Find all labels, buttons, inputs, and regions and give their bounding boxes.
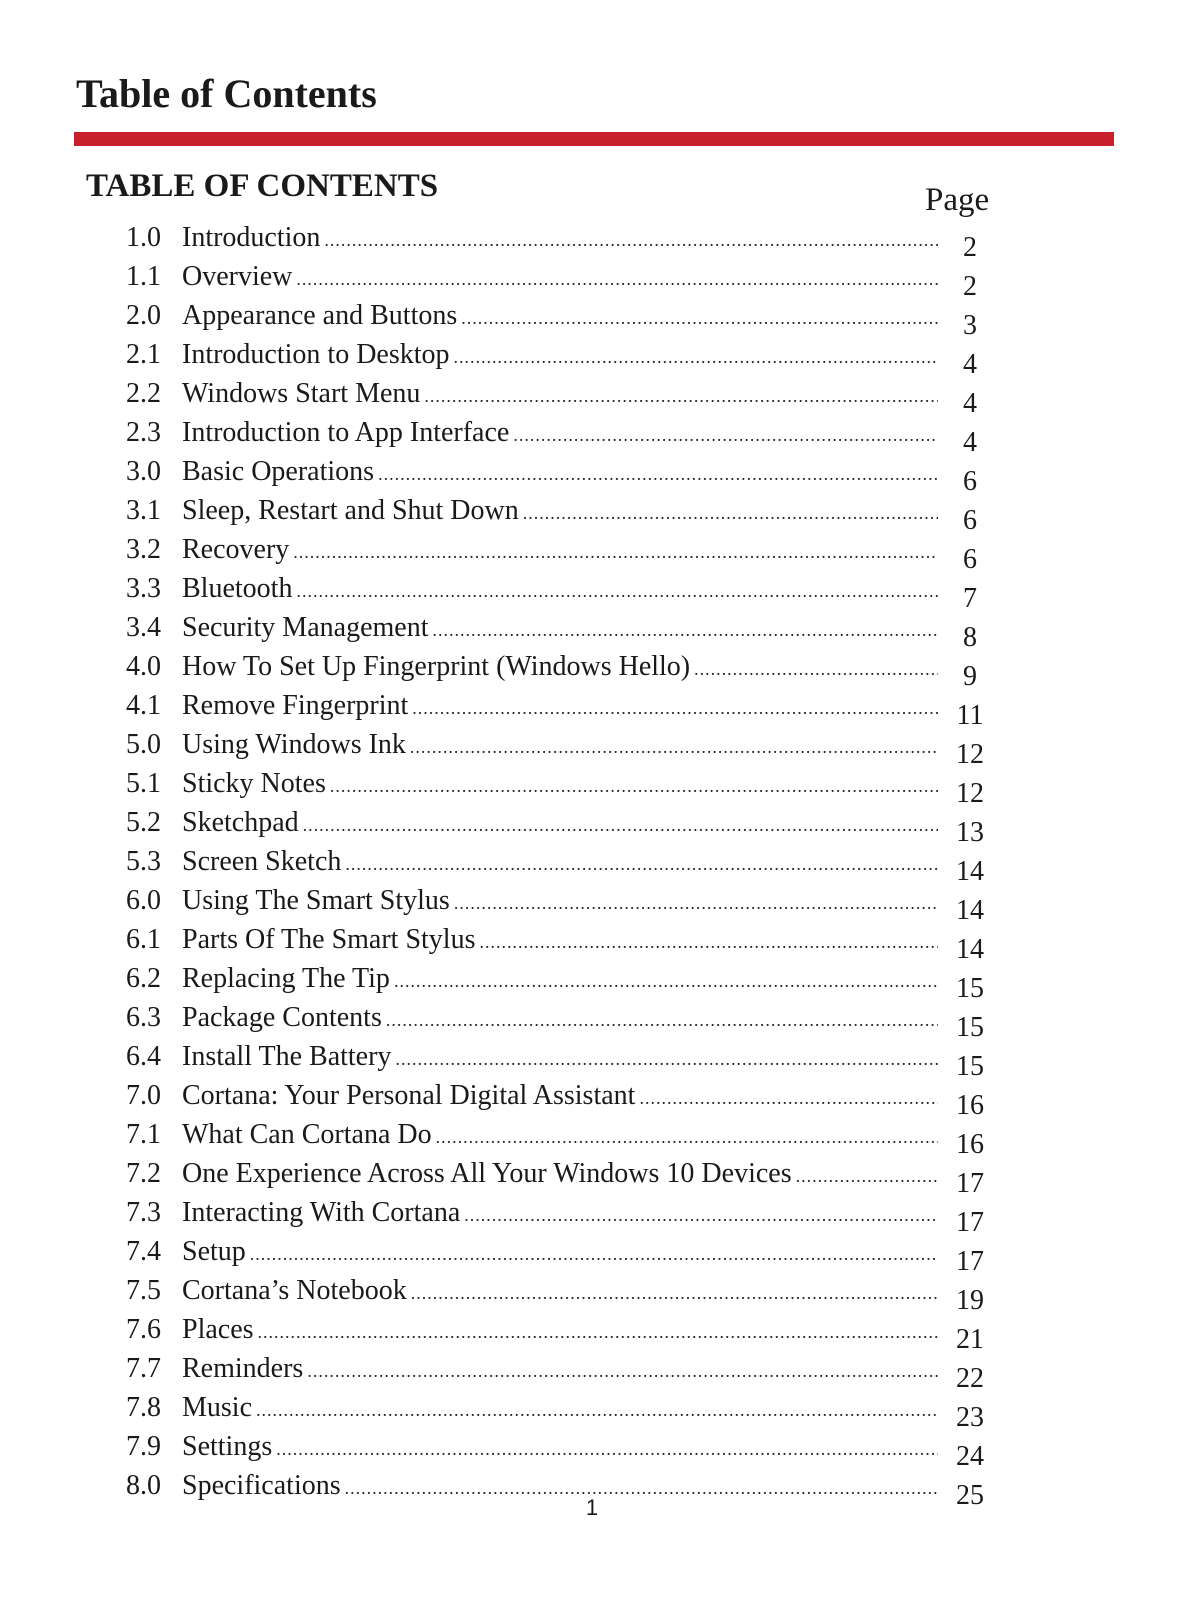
toc-entry-heading — [126, 1310, 938, 1349]
toc-entry-number: 2.2 — [126, 378, 161, 409]
toc-entry[interactable] — [126, 1388, 992, 1433]
toc-entry-label: Screen Sketch — [182, 846, 342, 877]
toc-entry-number: 6.0 — [126, 885, 161, 916]
toc-entry-number: 7.1 — [126, 1119, 161, 1150]
toc-list — [126, 218, 992, 1511]
toc-dot-leader — [256, 1391, 938, 1427]
toc-entry-number: 3.0 — [126, 456, 161, 487]
toc-entry-page: 15 — [956, 1012, 984, 1043]
toc-dot-leader — [523, 494, 938, 530]
toc-entry-number: 1.1 — [126, 261, 161, 292]
header-divider — [74, 132, 1114, 146]
toc-entry-page: 2 — [963, 232, 977, 263]
toc-entry-heading — [126, 413, 938, 452]
toc-entry-label: Specifications — [182, 1470, 341, 1501]
toc-entry-number: 1.0 — [126, 222, 161, 253]
toc-entry-number: 4.1 — [126, 690, 161, 721]
toc-entry-number: 7.4 — [126, 1236, 161, 1267]
page-title: Table of Contents — [76, 71, 377, 116]
toc-entry-page: 11 — [956, 700, 984, 731]
toc-dot-leader — [411, 1274, 938, 1310]
toc-dot-leader — [303, 806, 938, 842]
toc-entry-page: 15 — [956, 1051, 984, 1082]
toc-dot-leader — [324, 221, 938, 257]
toc-entry[interactable] — [126, 998, 992, 1043]
toc-entry[interactable] — [126, 491, 992, 536]
toc-dot-leader — [293, 533, 938, 569]
toc-entry[interactable] — [126, 1115, 992, 1160]
toc-entry-heading — [126, 1349, 938, 1388]
toc-entry[interactable] — [126, 842, 992, 887]
toc-dot-leader — [386, 1001, 938, 1037]
toc-entry-page: 8 — [963, 622, 977, 653]
toc-entry-number: 3.2 — [126, 534, 161, 565]
toc-entry-number: 5.2 — [126, 807, 161, 838]
toc-entry-number: 4.0 — [126, 651, 161, 682]
toc-entry-page: 2 — [963, 271, 977, 302]
toc-entry[interactable] — [126, 413, 992, 458]
toc-entry-label: Install The Battery — [182, 1041, 392, 1072]
toc-entry-label: Setup — [182, 1236, 246, 1267]
toc-entry-page: 21 — [956, 1324, 984, 1355]
toc-entry[interactable] — [126, 647, 992, 692]
toc-entry-heading — [126, 296, 938, 335]
toc-dot-leader — [250, 1235, 938, 1271]
toc-entry-page: 9 — [963, 661, 977, 692]
toc-entry-label: Package Contents — [182, 1002, 382, 1033]
toc-entry-heading — [126, 1037, 938, 1076]
toc-entry-page: 6 — [963, 466, 977, 497]
toc-entry-label: Music — [182, 1392, 252, 1423]
toc-entry-heading — [126, 374, 938, 413]
toc-entry[interactable] — [126, 1193, 992, 1238]
toc-entry-number: 7.7 — [126, 1353, 161, 1384]
toc-entry-page: 13 — [956, 817, 984, 848]
toc-entry-number: 5.0 — [126, 729, 161, 760]
toc-entry-label: Using The Smart Stylus — [182, 885, 450, 916]
toc-entry-label: Bluetooth — [182, 573, 293, 604]
toc-entry-page: 4 — [963, 427, 977, 458]
toc-entry[interactable] — [126, 569, 992, 614]
toc-entry-label: One Experience Across All Your Windows 10 Devices — [182, 1158, 792, 1189]
toc-entry-label: Introduction to Desktop — [182, 339, 450, 370]
toc-entry[interactable] — [126, 374, 992, 419]
toc-entry[interactable] — [126, 881, 992, 926]
toc-entry-heading — [126, 647, 938, 686]
toc-entry-number: 8.0 — [126, 1470, 161, 1501]
toc-entry-page: 6 — [963, 505, 977, 536]
toc-entry[interactable] — [126, 764, 992, 809]
toc-entry-label: Replacing The Tip — [182, 963, 390, 994]
toc-entry-page: 6 — [963, 544, 977, 575]
toc-entry-page: 17 — [956, 1246, 984, 1277]
toc-entry[interactable] — [126, 452, 992, 497]
toc-entry-page: 7 — [963, 583, 977, 614]
toc-dot-leader — [436, 1118, 938, 1154]
toc-entry-heading — [126, 725, 938, 764]
toc-entry[interactable] — [126, 1154, 992, 1199]
toc-entry-heading — [126, 1193, 938, 1232]
toc-entry-page: 14 — [956, 856, 984, 887]
toc-entry-heading — [126, 1154, 938, 1193]
toc-entry-number: 2.3 — [126, 417, 161, 448]
toc-entry-heading — [126, 608, 938, 647]
toc-entry-label: Introduction to App Interface — [182, 417, 510, 448]
toc-dot-leader — [796, 1157, 938, 1193]
toc-entry-heading — [126, 1076, 938, 1115]
toc-entry-label: What Can Cortana Do — [182, 1119, 432, 1150]
toc-entry-label: Sleep, Restart and Shut Down — [182, 495, 519, 526]
toc-dot-leader — [296, 260, 938, 296]
toc-dot-leader — [395, 1040, 938, 1076]
toc-dot-leader — [454, 884, 938, 920]
toc-entry-page: 23 — [956, 1402, 984, 1433]
toc-entry-page: 12 — [956, 778, 984, 809]
toc-entry-number: 6.1 — [126, 924, 161, 955]
toc-entry-number: 3.4 — [126, 612, 161, 643]
toc-entry-heading — [126, 1115, 938, 1154]
toc-entry-page: 12 — [956, 739, 984, 770]
toc-entry-page: 17 — [956, 1168, 984, 1199]
toc-entry-page: 25 — [956, 1480, 984, 1511]
toc-entry[interactable] — [126, 1310, 992, 1355]
toc-entry-heading — [126, 491, 938, 530]
toc-entry-label: Sketchpad — [182, 807, 299, 838]
toc-entry[interactable] — [126, 1232, 992, 1277]
toc-entry-page: 19 — [956, 1285, 984, 1316]
toc-entry-heading — [126, 335, 938, 374]
toc-entry-page: 14 — [956, 934, 984, 965]
toc-entry-page: 4 — [963, 349, 977, 380]
toc-entry-label: Recovery — [182, 534, 290, 565]
toc-entry-label: Interacting With Cortana — [182, 1197, 461, 1228]
toc-entry[interactable] — [126, 959, 992, 1004]
toc-entry-heading — [126, 1427, 938, 1466]
toc-entry-page: 14 — [956, 895, 984, 926]
toc-dot-leader — [330, 767, 938, 803]
toc-entry[interactable] — [126, 218, 992, 263]
toc-entry[interactable] — [126, 920, 992, 965]
toc-entry-number: 5.3 — [126, 846, 161, 877]
toc-entry[interactable] — [126, 686, 992, 731]
toc-entry-label: Basic Operations — [182, 456, 375, 487]
toc-dot-leader — [410, 728, 938, 764]
toc-entry-heading — [126, 764, 938, 803]
toc-entry-label: Appearance and Buttons — [182, 300, 458, 331]
toc-entry-number: 3.1 — [126, 495, 161, 526]
toc-entry-page: 16 — [956, 1129, 984, 1160]
toc-entry-number: 3.3 — [126, 573, 161, 604]
toc-entry[interactable] — [126, 1037, 992, 1082]
toc-entry[interactable] — [126, 1349, 992, 1394]
toc-entry[interactable] — [126, 725, 992, 770]
page-column-label: Page — [925, 182, 990, 218]
toc-entry-heading — [126, 530, 938, 569]
toc-entry-number: 7.9 — [126, 1431, 161, 1462]
toc-entry[interactable] — [126, 608, 992, 653]
toc-entry-heading — [126, 920, 938, 959]
toc-entry-heading — [126, 686, 938, 725]
toc-entry-heading — [126, 1271, 938, 1310]
toc-entry-heading — [126, 959, 938, 998]
toc-dot-leader — [513, 416, 938, 452]
toc-entry-number: 2.0 — [126, 300, 161, 331]
toc-dot-leader — [479, 923, 938, 959]
toc-entry-label: Sticky Notes — [182, 768, 326, 799]
toc-entry-label: Introduction — [182, 222, 321, 253]
toc-entry[interactable] — [126, 530, 992, 575]
toc-dot-leader — [461, 299, 938, 335]
toc-dot-leader — [424, 377, 938, 413]
toc-dot-leader — [464, 1196, 938, 1232]
toc-entry-page: 3 — [963, 310, 977, 341]
toc-entry-page: 15 — [956, 973, 984, 1004]
toc-entry-label: Reminders — [182, 1353, 304, 1384]
toc-entry[interactable] — [126, 335, 992, 380]
toc-entry-heading — [126, 257, 938, 296]
toc-entry-page: 16 — [956, 1090, 984, 1121]
toc-dot-leader — [378, 455, 938, 491]
toc-entry-heading — [126, 803, 938, 842]
toc-entry-number: 7.2 — [126, 1158, 161, 1189]
toc-entry[interactable] — [126, 1271, 992, 1316]
toc-dot-leader — [694, 650, 938, 686]
toc-entry-page: 22 — [956, 1363, 984, 1394]
toc-entry-label: Using Windows Ink — [182, 729, 406, 760]
toc-entry-heading — [126, 881, 938, 920]
toc-dot-leader — [345, 845, 938, 881]
toc-entry[interactable] — [126, 1427, 992, 1472]
toc-entry-label: How To Set Up Fingerprint (Windows Hello) — [182, 651, 691, 682]
toc-entry-number: 7.5 — [126, 1275, 161, 1306]
toc-entry-heading — [126, 1388, 938, 1427]
toc-entry-heading — [126, 569, 938, 608]
toc-entry-page: 24 — [956, 1441, 984, 1472]
toc-entry-label: Places — [182, 1314, 254, 1345]
toc-dot-leader — [412, 689, 938, 725]
toc-entry-label: Windows Start Menu — [182, 378, 421, 409]
toc-entry-label: Cortana: Your Personal Digital Assistant — [182, 1080, 636, 1111]
toc-entry-heading — [126, 1232, 938, 1271]
toc-entry-page: 17 — [956, 1207, 984, 1238]
toc-entry[interactable] — [126, 296, 992, 341]
toc-entry-number: 7.3 — [126, 1197, 161, 1228]
toc-entry-number: 7.8 — [126, 1392, 161, 1423]
toc-entry-label: Remove Fingerprint — [182, 690, 409, 721]
toc-dot-leader — [432, 611, 938, 647]
toc-entry-heading — [126, 218, 938, 257]
toc-entry[interactable] — [126, 1076, 992, 1121]
page-number: 1 — [585, 1495, 599, 1520]
toc-dot-leader — [454, 338, 938, 374]
toc-entry-number: 7.0 — [126, 1080, 161, 1111]
toc-entry-number: 6.2 — [126, 963, 161, 994]
toc-dot-leader — [307, 1352, 938, 1388]
toc-entry-label: Security Management — [182, 612, 429, 643]
toc-entry[interactable] — [126, 257, 992, 302]
toc-entry-number: 6.3 — [126, 1002, 161, 1033]
toc-entry-number: 5.1 — [126, 768, 161, 799]
toc-entry-page: 4 — [963, 388, 977, 419]
toc-title: TABLE OF CONTENTS — [86, 168, 439, 204]
toc-dot-leader — [639, 1079, 938, 1115]
toc-entry-label: Settings — [182, 1431, 273, 1462]
toc-entry-label: Cortana’s Notebook — [182, 1275, 407, 1306]
toc-entry-heading — [126, 998, 938, 1037]
toc-dot-leader — [394, 962, 938, 998]
toc-dot-leader — [258, 1313, 938, 1349]
toc-entry-number: 7.6 — [126, 1314, 161, 1345]
toc-entry-label: Overview — [182, 261, 293, 292]
toc-entry-heading — [126, 452, 938, 491]
toc-entry-label: Parts Of The Smart Stylus — [182, 924, 476, 955]
toc-entry-number: 6.4 — [126, 1041, 161, 1072]
toc-entry-heading — [126, 842, 938, 881]
toc-entry-number: 2.1 — [126, 339, 161, 370]
toc-dot-leader — [276, 1430, 938, 1466]
toc-entry[interactable] — [126, 803, 992, 848]
toc-dot-leader — [296, 572, 938, 608]
